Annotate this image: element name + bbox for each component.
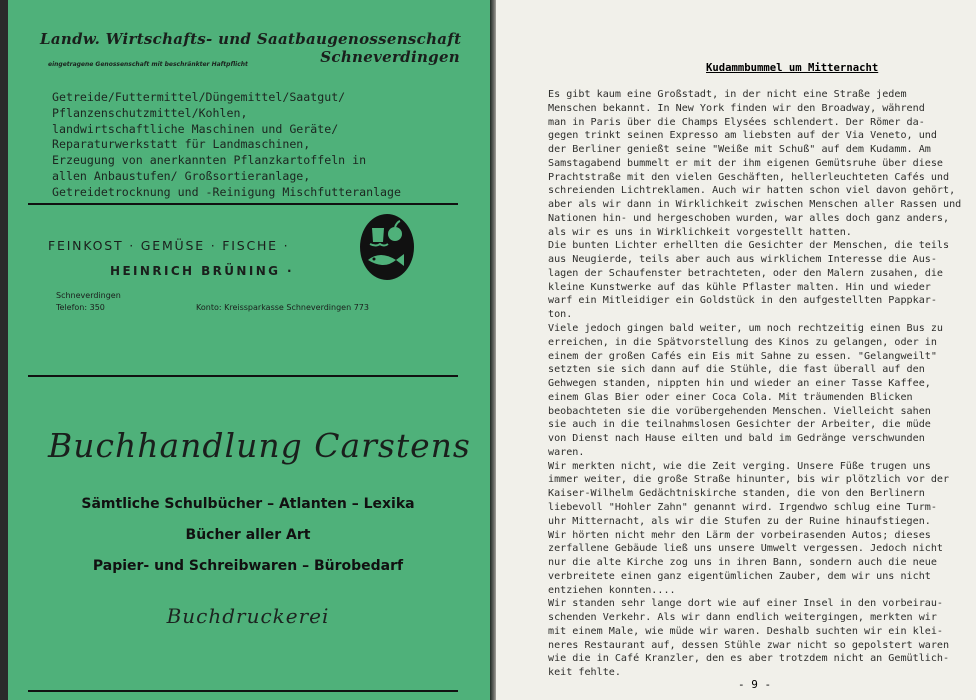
article-line: schenden Verkehr. Als wir dann endlich weitergingen, merkten wir xyxy=(548,612,937,624)
grocery-logo-icon xyxy=(358,212,416,282)
article-line: immer weiter, die große Straße hinunter, bis wir plötzlich vor der xyxy=(548,474,950,486)
article-line: Viele jedoch gingen bald weiter, um noch rechtzeitig einen Bus zu xyxy=(548,323,944,335)
article-line: als wir es uns in Wirklichkeit vorgestellt hatten. xyxy=(548,226,852,238)
article-line: von Dienst nach Hause eilten und bald im Gedränge verschwunden xyxy=(548,433,925,445)
divider xyxy=(28,375,458,377)
article-line: Prachtstraße mit den vielen Geschäften, hellerleuchteten Cafés und xyxy=(548,171,950,183)
article-line: beobachteten sie die vorübergehenden Menschen. Vielleicht sahen xyxy=(548,405,931,417)
article-line: entziehen konnten.... xyxy=(548,584,676,596)
article-title: Kudammbummel um Mitternacht xyxy=(706,62,879,74)
ad1-line: landwirtschaftliche Maschinen und Geräte/ xyxy=(52,121,339,136)
article-line: zerfallene Gebäude ließ uns unsere Umwelt vergessen. Jedoch nicht xyxy=(548,543,944,555)
article-line: Samstagabend bummelt er mit der ihm eigenen Gemütsruhe über diese xyxy=(548,157,944,169)
article-line: Die bunten Lichter erhellten die Gesichter der Menschen, die teils xyxy=(548,240,950,252)
article-line: setzten sie sich dann auf die Stühle, die fast überall auf den xyxy=(548,364,925,376)
article-line: einem der großen Cafés ein Eis mit Sahne zu essen. "Gelangweilt" xyxy=(548,350,937,362)
ad1-town: Schneverdingen xyxy=(320,48,460,66)
article-line: lagen der Schaufenster betrachteten, oder den Malern zusahen, die xyxy=(548,267,944,279)
article-line: warf ein Mitleidiger ein Goldstück in den aufgestellten Pappkar- xyxy=(548,295,937,307)
article-line: keit fehlte. xyxy=(548,667,621,679)
ad3-line2: Bücher aller Art xyxy=(185,527,311,543)
article-line: neres Restaurant auf, dessen Stühle zwar nicht so gepolstert waren xyxy=(548,639,950,651)
ad3-line3: Papier- und Schreibwaren – Bürobedarf xyxy=(92,558,404,574)
article-line: schreienden Lichtreklamen. Auch wir hatten schon viel davon gehört, xyxy=(548,185,956,197)
ad3-line1: Sämtliche Schulbücher – Atlanten – Lexika xyxy=(81,496,415,512)
article-line: waren. xyxy=(548,446,585,458)
divider xyxy=(28,203,458,205)
article-line: Gehwegen standen, nippten hin und wieder an einer Tasse Kaffee, xyxy=(548,378,931,390)
article-line: Es gibt kaum eine Großstadt, in der nicht eine Straße jedem xyxy=(548,89,907,100)
ad2-town: Schneverdingen xyxy=(56,291,121,300)
ad1-line: Getreide/Futtermittel/Düngemittel/Saatgut/ xyxy=(52,90,346,104)
article-line: aber als wir dann in Wirklichkeit zwischen Menschen aller Rassen und xyxy=(548,199,962,211)
article-line: verbreitete einen ganz eigentümlichen Zauber, dem wir uns nicht xyxy=(548,570,931,582)
article-line: liebevoll "Hohler Zahn" genannt wird. Irgendwo schlug eine Turm- xyxy=(548,501,937,513)
ad2-name: HEINRICH BRÜNING · xyxy=(110,264,294,278)
ad1-subtitle: eingetragene Genossenschaft mit beschränkter Haftpflicht xyxy=(48,61,248,68)
page-number: - 9 - xyxy=(738,678,772,691)
ad1-line: allen Anbaustufen/ Großsortieranlage, xyxy=(52,168,311,183)
article-line: gegen trinkt seinen Expresso am liebsten auf der Via Veneto, und xyxy=(548,130,937,142)
article-line: mit einem Male, wie müde wir waren. Deshalb suchten wir ein klei- xyxy=(548,625,944,637)
ad1-company: Landw. Wirtschafts- und Saatbaugenossenschaft xyxy=(40,30,462,48)
article-line: kleine Kunstwerke auf das kühle Pflaster malten. Hin und wieder xyxy=(548,281,931,293)
article-line: Wir hörten nicht mehr den Lärm der vorbeirasenden Autos; dieses xyxy=(548,529,931,541)
article-body xyxy=(548,88,961,680)
article-line: uhr Mitternacht, als wir die Stufen zu der Ruine hinaufstiegen. xyxy=(548,515,931,527)
article-line: Nationen hin- und hergeschoben wurden, war alles doch ganz anders, xyxy=(548,212,950,224)
ad2-headline: FEINKOST · GEMÜSE · FISCHE · xyxy=(48,238,290,253)
article-line: Kaiser-Wilhelm Gedächtniskirche standen, die von den Berlinern xyxy=(548,488,925,500)
ad1-line: Erzeugung von anerkannten Pflanzkartoffeln in xyxy=(52,153,367,168)
article-line: ton. xyxy=(548,309,573,321)
ad3-print: Buchdruckerei xyxy=(166,604,330,628)
ad2-account: Konto: Kreissparkasse Schneverdingen 773 xyxy=(196,303,369,312)
article-line: nur die alte Kirche zog uns in ihren Bann, sondern auch die neue xyxy=(548,557,937,569)
ad1-line: Getreidetrocknung und -Reinigung Mischfutteranlage xyxy=(52,184,402,199)
article-line: man in Paris über die Champs Elysées schlendert. Der Römer da- xyxy=(548,116,925,128)
ad2-phone: Telefon: 350 xyxy=(56,303,105,312)
article-line: der Berliner genießt seine "Weiße mit Schuß" auf dem Kudamm. Am xyxy=(548,144,931,156)
left-page-ads xyxy=(8,0,492,700)
ad1-services xyxy=(52,90,401,201)
ad1-line: Pflanzenschutzmittel/Kohlen, xyxy=(52,105,248,120)
article-line: Wir standen sehr lange dort wie auf einer Insel in den vorbeirau- xyxy=(548,598,944,610)
article-line: Wir merkten nicht, wie die Zeit verging. Unsere Füße trugen uns xyxy=(548,460,931,472)
article-line: einem Glas Bier oder einer Coca Cola. Mit träumenden Blicken xyxy=(548,391,913,403)
divider xyxy=(28,690,458,692)
article-line: Menschen bekannt. In New York finden wir den Broadway, während xyxy=(548,102,925,114)
article-line: erreichen, in die Spätvorstellung des Kinos zu gelangen, oder in xyxy=(548,336,937,348)
article-line: wie die in Café Kranzler, den es aber trotzdem nicht an Gemütlich- xyxy=(548,653,950,665)
article-line: sie auch in die teilnahmslosen Gesichter der Arbeiter, die müde xyxy=(548,419,931,431)
ad1-line: Reparaturwerkstatt für Landmaschinen, xyxy=(52,137,311,152)
article-line: aus Neugierde, teils aber auch aus wirklichem Interesse die Aus- xyxy=(548,254,937,266)
ad3-title: Buchhandlung Carstens xyxy=(48,426,471,465)
